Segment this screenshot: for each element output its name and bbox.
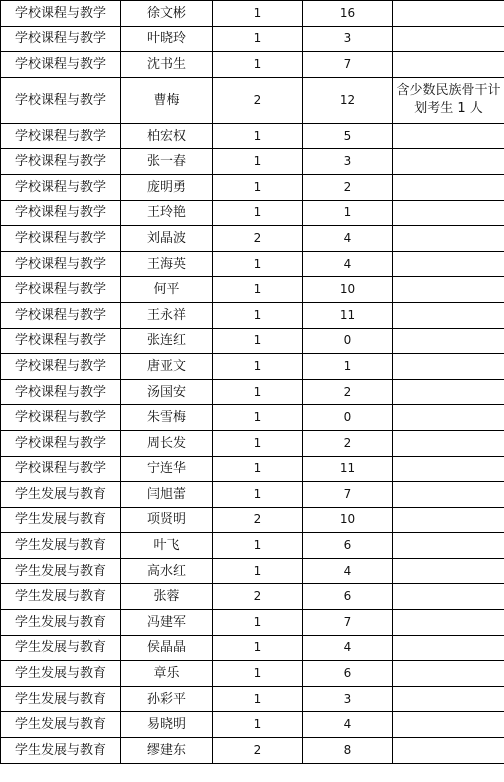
- cell-note: [393, 149, 504, 175]
- cell-supervisor: 闫旭蕾: [121, 482, 213, 508]
- cell-note: [393, 712, 504, 738]
- cell-applicants: 2: [303, 430, 393, 456]
- table-row: [1, 584, 504, 610]
- cell-dept: 学生发展与教育: [1, 482, 121, 508]
- cell-applicants: 0: [303, 328, 393, 354]
- cell-quota: 1: [213, 174, 303, 200]
- cell-dept: 学校课程与教学: [1, 251, 121, 277]
- table-row: [1, 558, 504, 584]
- cell-note: [393, 507, 504, 533]
- cell-note: [393, 226, 504, 252]
- cell-quota: 1: [213, 635, 303, 661]
- cell-supervisor: 周长发: [121, 430, 213, 456]
- cell-supervisor: 张连红: [121, 328, 213, 354]
- table-row: [1, 430, 504, 456]
- cell-quota: 1: [213, 456, 303, 482]
- cell-dept: 学校课程与教学: [1, 379, 121, 405]
- cell-applicants: 0: [303, 405, 393, 431]
- cell-quota: 1: [213, 52, 303, 78]
- cell-applicants: 1: [303, 354, 393, 380]
- cell-supervisor: 王海英: [121, 251, 213, 277]
- table-row: [1, 686, 504, 712]
- cell-supervisor: 沈书生: [121, 52, 213, 78]
- cell-note: [393, 328, 504, 354]
- cell-applicants: 4: [303, 251, 393, 277]
- cell-dept: 学校课程与教学: [1, 430, 121, 456]
- cell-quota: 1: [213, 277, 303, 303]
- cell-dept: 学生发展与教育: [1, 712, 121, 738]
- table-row: [1, 635, 504, 661]
- cell-dept: 学生发展与教育: [1, 661, 121, 687]
- table-row: [1, 456, 504, 482]
- cell-note: [393, 430, 504, 456]
- cell-quota: 1: [213, 328, 303, 354]
- cell-quota: 1: [213, 686, 303, 712]
- cell-supervisor: 孙彩平: [121, 686, 213, 712]
- cell-note: [393, 354, 504, 380]
- cell-supervisor: 高水红: [121, 558, 213, 584]
- cell-note: [393, 405, 504, 431]
- cell-quota: 1: [213, 482, 303, 508]
- cell-quota: 1: [213, 430, 303, 456]
- cell-applicants: 11: [303, 456, 393, 482]
- cell-dept: 学生发展与教育: [1, 558, 121, 584]
- cell-quota: 2: [213, 507, 303, 533]
- cell-note: [393, 635, 504, 661]
- cell-applicants: 2: [303, 174, 393, 200]
- cell-note: [393, 277, 504, 303]
- cell-applicants: 1: [303, 200, 393, 226]
- table-row: [1, 533, 504, 559]
- cell-applicants: 4: [303, 635, 393, 661]
- cell-note: [393, 610, 504, 636]
- cell-note: [393, 482, 504, 508]
- cell-supervisor: 叶飞: [121, 533, 213, 559]
- cell-supervisor: 庞明勇: [121, 174, 213, 200]
- cell-note: [393, 738, 504, 764]
- cell-applicants: 7: [303, 52, 393, 78]
- cell-quota: 1: [213, 200, 303, 226]
- cell-supervisor: 王永祥: [121, 302, 213, 328]
- cell-quota: 1: [213, 405, 303, 431]
- cell-supervisor: 刘晶波: [121, 226, 213, 252]
- cell-applicants: 16: [303, 1, 393, 27]
- cell-dept: 学生发展与教育: [1, 738, 121, 764]
- cell-note: [393, 1, 504, 27]
- table-row: [1, 328, 504, 354]
- cell-quota: 2: [213, 77, 303, 123]
- cell-note: [393, 533, 504, 559]
- cell-quota: 1: [213, 302, 303, 328]
- cell-quota: 1: [213, 123, 303, 149]
- cell-supervisor: 章乐: [121, 661, 213, 687]
- cell-supervisor: 徐文彬: [121, 1, 213, 27]
- cell-applicants: 4: [303, 712, 393, 738]
- cell-supervisor: 汤国安: [121, 379, 213, 405]
- cell-supervisor: 易晓明: [121, 712, 213, 738]
- cell-supervisor: 叶晓玲: [121, 26, 213, 52]
- cell-dept: 学校课程与教学: [1, 328, 121, 354]
- cell-note: [393, 558, 504, 584]
- cell-dept: 学校课程与教学: [1, 1, 121, 27]
- cell-applicants: 3: [303, 686, 393, 712]
- cell-dept: 学校课程与教学: [1, 226, 121, 252]
- table-row: [1, 661, 504, 687]
- cell-dept: 学校课程与教学: [1, 405, 121, 431]
- table-row: [1, 77, 504, 123]
- cell-note: [393, 26, 504, 52]
- cell-quota: 2: [213, 584, 303, 610]
- cell-dept: 学校课程与教学: [1, 200, 121, 226]
- cell-quota: 1: [213, 661, 303, 687]
- cell-supervisor: 王玲艳: [121, 200, 213, 226]
- cell-supervisor: 张一春: [121, 149, 213, 175]
- cell-supervisor: 柏宏权: [121, 123, 213, 149]
- cell-note: [393, 251, 504, 277]
- cell-applicants: 6: [303, 661, 393, 687]
- cell-supervisor: 朱雪梅: [121, 405, 213, 431]
- cell-applicants: 7: [303, 482, 393, 508]
- cell-quota: 1: [213, 558, 303, 584]
- table-row: [1, 354, 504, 380]
- cell-applicants: 7: [303, 610, 393, 636]
- cell-supervisor: 何平: [121, 277, 213, 303]
- table-row: [1, 379, 504, 405]
- cell-dept: 学生发展与教育: [1, 635, 121, 661]
- table-row: [1, 251, 504, 277]
- table-row: [1, 200, 504, 226]
- table-row: [1, 174, 504, 200]
- cell-quota: 1: [213, 354, 303, 380]
- cell-applicants: 5: [303, 123, 393, 149]
- table-row: [1, 226, 504, 252]
- cell-applicants: 2: [303, 379, 393, 405]
- cell-note: [393, 174, 504, 200]
- cell-applicants: 6: [303, 584, 393, 610]
- cell-quota: 1: [213, 610, 303, 636]
- cell-applicants: 10: [303, 277, 393, 303]
- cell-quota: 2: [213, 738, 303, 764]
- cell-dept: 学校课程与教学: [1, 277, 121, 303]
- cell-dept: 学校课程与教学: [1, 52, 121, 78]
- cell-supervisor: 宁连华: [121, 456, 213, 482]
- cell-dept: 学校课程与教学: [1, 26, 121, 52]
- cell-dept: 学校课程与教学: [1, 77, 121, 123]
- cell-note: [393, 379, 504, 405]
- cell-quota: 1: [213, 533, 303, 559]
- cell-dept: 学生发展与教育: [1, 584, 121, 610]
- cell-dept: 学校课程与教学: [1, 123, 121, 149]
- cell-applicants: 3: [303, 149, 393, 175]
- cell-applicants: 3: [303, 26, 393, 52]
- table-row: [1, 277, 504, 303]
- cell-quota: 1: [213, 379, 303, 405]
- cell-applicants: 4: [303, 226, 393, 252]
- cell-note: [393, 456, 504, 482]
- cell-note: [393, 52, 504, 78]
- cell-supervisor: 冯建军: [121, 610, 213, 636]
- cell-applicants: 12: [303, 77, 393, 123]
- table-row: [1, 610, 504, 636]
- table-row: [1, 123, 504, 149]
- cell-supervisor: 唐亚文: [121, 354, 213, 380]
- cell-applicants: 10: [303, 507, 393, 533]
- cell-note: [393, 302, 504, 328]
- cell-quota: 2: [213, 226, 303, 252]
- cell-quota: 1: [213, 149, 303, 175]
- table-row: [1, 149, 504, 175]
- cell-supervisor: 项贤明: [121, 507, 213, 533]
- cell-applicants: 8: [303, 738, 393, 764]
- table-row: [1, 302, 504, 328]
- cell-supervisor: 侯晶晶: [121, 635, 213, 661]
- cell-supervisor: 缪建东: [121, 738, 213, 764]
- cell-note: [393, 584, 504, 610]
- cell-quota: 1: [213, 712, 303, 738]
- cell-dept: 学校课程与教学: [1, 456, 121, 482]
- cell-dept: 学生发展与教育: [1, 507, 121, 533]
- cell-applicants: 6: [303, 533, 393, 559]
- table-row: [1, 26, 504, 52]
- cell-quota: 1: [213, 1, 303, 27]
- cell-dept: 学校课程与教学: [1, 149, 121, 175]
- cell-supervisor: 张蓉: [121, 584, 213, 610]
- cell-supervisor: 曹梅: [121, 77, 213, 123]
- cell-quota: 1: [213, 251, 303, 277]
- table-body: [1, 1, 504, 764]
- table-row: [1, 52, 504, 78]
- cell-applicants: 11: [303, 302, 393, 328]
- cell-dept: 学校课程与教学: [1, 174, 121, 200]
- table-row: [1, 482, 504, 508]
- cell-dept: 学生发展与教育: [1, 610, 121, 636]
- cell-note: [393, 123, 504, 149]
- table-row: [1, 738, 504, 764]
- cell-dept: 学生发展与教育: [1, 686, 121, 712]
- cell-dept: 学校课程与教学: [1, 354, 121, 380]
- cell-note: 含少数民族骨干计划考生 1 人: [393, 77, 504, 123]
- table-row: [1, 405, 504, 431]
- table-row: [1, 712, 504, 738]
- cell-note: [393, 661, 504, 687]
- cell-dept: 学校课程与教学: [1, 302, 121, 328]
- cell-note: [393, 200, 504, 226]
- cell-dept: 学生发展与教育: [1, 533, 121, 559]
- table-row: [1, 507, 504, 533]
- table-row: [1, 1, 504, 27]
- cell-applicants: 4: [303, 558, 393, 584]
- cell-note: [393, 686, 504, 712]
- cell-quota: 1: [213, 26, 303, 52]
